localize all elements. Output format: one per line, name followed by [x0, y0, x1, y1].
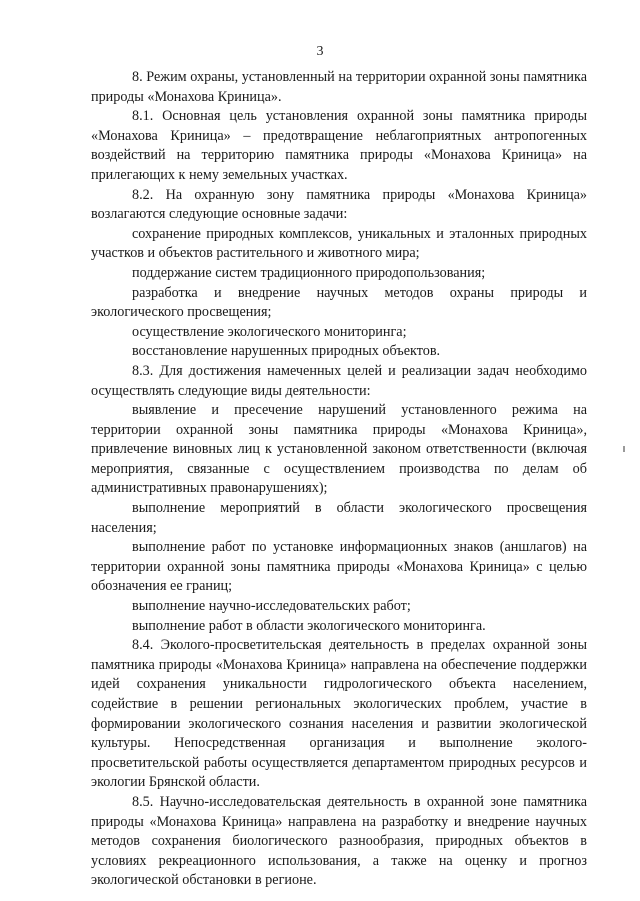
paragraph-8-5: 8.5. Научно-исследовательская деятельность в охранной зоне памятника природы «Монахова Криница» направлена на разработку и внедрение научных методов сохранения биологического разнообразия, природных объектов в условиях рекреационного использования, а также на оценку и прогноз экологической обстановки в регионе. — [91, 793, 587, 889]
task-item: восстановление нарушенных природных объектов. — [132, 343, 441, 360]
task-item: сохранение природных комплексов, уникальных и эталонных природных участков и объектов растительного и животного мира; — [91, 225, 587, 262]
paragraph-8-1: 8.1. Основная цель установления охранной зоны памятника природы «Монахова Криница» – предотвращение неблагоприятных антропогенных воздействий на территорию памятника природы «Монахова Криница» на прилегающих к нему земельных участках. — [91, 108, 587, 183]
paragraph-8-4: 8.4. Эколого-просветительская деятельность в пределах охранной зоны памятника природы «Монахова Криница» направлена на обеспечение поддержки идей сохранения уникальности гидрологического объекта населением, содействие в решении региональных экологических проблем, участие в формировании экологического сознания населения и развитии экологической культуры. Непосредственная организация и выполнение эколого-просветительской работы осуществляется департаментом природных ресурсов и экологии Брянской области. — [91, 637, 587, 791]
activity-item: выявление и пресечение нарушений установленного режима на территории охранной зоны памятника природы «Монахова Криница», привлечение виновных лиц к установленной законом ответственности (включая мероприятия, связанные с осуществлением производства по делам об административных правонарушениях); — [91, 402, 587, 497]
task-item: разработка и внедрение научных методов охраны природы и экологического просвещения; — [91, 284, 587, 321]
paragraph-8-2: 8.2. На охранную зону памятника природы «Монахова Криница» возлагаются следующие основные задачи: — [91, 186, 587, 223]
margin-mark — [623, 446, 625, 452]
page-number: 3 — [316, 44, 324, 59]
section-heading-8: 8. Режим охраны, установленный на территории охранной зоны памятника природы «Монахова Криница». — [91, 69, 587, 105]
activity-item: выполнение мероприятий в области экологического просвещения населения; — [91, 500, 587, 536]
activity-item: выполнение работ по установке информационных знаков (аншлагов) на территории охранной зоны памятника природы «Монахова Криница» с целью обозначения ее границ; — [91, 539, 587, 595]
paragraph-8-3: 8.3. Для достижения намеченных целей и реализации задач необходимо осуществлять следующие виды деятельности: — [91, 362, 587, 399]
document-body — [91, 68, 587, 891]
activity-item: выполнение научно-исследовательских работ; — [132, 598, 411, 615]
task-item: поддержание систем традиционного природопользования; — [132, 264, 486, 281]
activity-item: выполнение работ в области экологического мониторинга. — [132, 617, 486, 634]
task-item: осуществление экологического мониторинга; — [132, 323, 407, 340]
